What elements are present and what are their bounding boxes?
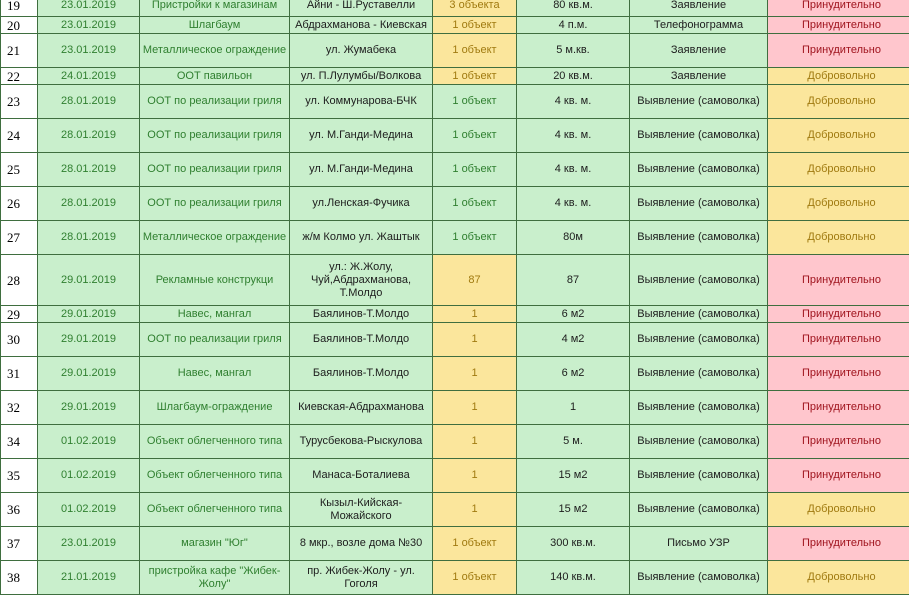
- object-cell[interactable]: Навес, мангал: [140, 357, 290, 391]
- status-cell[interactable]: Добровольно: [768, 153, 909, 187]
- object-cell[interactable]: Рекламные конструкци: [140, 255, 290, 306]
- area-cell[interactable]: 300 кв.м.: [517, 527, 630, 561]
- object-cell[interactable]: Шлагбаум: [140, 17, 290, 34]
- row-number-cell[interactable]: 21: [1, 34, 38, 68]
- quantity-cell[interactable]: 1 объект: [433, 119, 517, 153]
- status-cell[interactable]: Принудительно: [768, 34, 909, 68]
- status-cell[interactable]: Добровольно: [768, 119, 909, 153]
- row-number-cell[interactable]: 36: [1, 493, 38, 527]
- address-cell[interactable]: пр. Жибек-Жолу - ул. Гоголя: [290, 561, 433, 595]
- status-cell[interactable]: Принудительно: [768, 527, 909, 561]
- area-cell[interactable]: 1: [517, 391, 630, 425]
- quantity-cell[interactable]: 1 объект: [433, 561, 517, 595]
- table-row: [1, 255, 909, 306]
- area-cell[interactable]: 80м: [517, 221, 630, 255]
- basis-cell[interactable]: Выявление (самоволка): [630, 306, 768, 323]
- status-cell[interactable]: Добровольно: [768, 221, 909, 255]
- quantity-cell[interactable]: 87: [433, 255, 517, 306]
- object-cell[interactable]: Пристройки к магазинам: [140, 0, 290, 17]
- basis-cell[interactable]: Заявление: [630, 68, 768, 85]
- table-row: [1, 221, 909, 255]
- area-cell[interactable]: 4 п.м.: [517, 17, 630, 34]
- row-number-cell[interactable]: 37: [1, 527, 38, 561]
- quantity-cell[interactable]: 1 объект: [433, 153, 517, 187]
- area-cell[interactable]: 4 кв. м.: [517, 187, 630, 221]
- basis-cell[interactable]: Телефонограмма: [630, 17, 768, 34]
- status-cell[interactable]: Добровольно: [768, 68, 909, 85]
- address-cell[interactable]: Баялинов-Т.Молдо: [290, 357, 433, 391]
- table-row: [1, 153, 909, 187]
- date-cell[interactable]: 29.01.2019: [38, 323, 140, 357]
- basis-cell[interactable]: Выявление (самоволка): [630, 323, 768, 357]
- date-cell[interactable]: 29.01.2019: [38, 391, 140, 425]
- status-cell[interactable]: Принудительно: [768, 306, 909, 323]
- date-cell[interactable]: 23.01.2019: [38, 0, 140, 17]
- date-cell[interactable]: 23.01.2019: [38, 34, 140, 68]
- object-cell[interactable]: ООТ по реализации гриля: [140, 187, 290, 221]
- table-body: [1, 0, 909, 595]
- area-cell[interactable]: 15 м2: [517, 459, 630, 493]
- table-row: [1, 561, 909, 595]
- object-cell[interactable]: Объект облегченного типа: [140, 493, 290, 527]
- date-cell[interactable]: 28.01.2019: [38, 153, 140, 187]
- date-cell[interactable]: 29.01.2019: [38, 357, 140, 391]
- status-cell[interactable]: Добровольно: [768, 85, 909, 119]
- date-cell[interactable]: 01.02.2019: [38, 459, 140, 493]
- quantity-cell[interactable]: 1: [433, 306, 517, 323]
- quantity-cell[interactable]: 1: [433, 459, 517, 493]
- date-cell[interactable]: 24.01.2019: [38, 68, 140, 85]
- address-cell[interactable]: ул. Коммунарова-БЧК: [290, 85, 433, 119]
- quantity-cell[interactable]: 1: [433, 493, 517, 527]
- area-cell[interactable]: 4 кв. м.: [517, 85, 630, 119]
- row-number-cell[interactable]: 22: [1, 68, 38, 85]
- row-number-cell[interactable]: 27: [1, 221, 38, 255]
- area-cell[interactable]: 4 кв. м.: [517, 153, 630, 187]
- row-number-cell[interactable]: 31: [1, 357, 38, 391]
- object-cell[interactable]: Объект облегченного типа: [140, 459, 290, 493]
- status-cell[interactable]: Принудительно: [768, 357, 909, 391]
- address-cell[interactable]: Абдрахманова - Киевская: [290, 17, 433, 34]
- date-cell[interactable]: 21.01.2019: [38, 561, 140, 595]
- address-cell[interactable]: Кызыл-Кийская-Можайского: [290, 493, 433, 527]
- row-number-cell[interactable]: 35: [1, 459, 38, 493]
- basis-cell[interactable]: Выявление (самоволка): [630, 391, 768, 425]
- status-cell[interactable]: Добровольно: [768, 187, 909, 221]
- object-cell[interactable]: ООТ павильон: [140, 68, 290, 85]
- quantity-cell[interactable]: 1 объект: [433, 221, 517, 255]
- table-row: [1, 119, 909, 153]
- area-cell[interactable]: 6 м2: [517, 357, 630, 391]
- table-row: [1, 459, 909, 493]
- row-number-cell[interactable]: 30: [1, 323, 38, 357]
- basis-cell[interactable]: Выявление (самоволка): [630, 357, 768, 391]
- basis-cell[interactable]: Выявление (самоволка): [630, 255, 768, 306]
- area-cell[interactable]: 5 м.: [517, 425, 630, 459]
- area-cell[interactable]: 4 кв. м.: [517, 119, 630, 153]
- date-cell[interactable]: 28.01.2019: [38, 221, 140, 255]
- basis-cell[interactable]: Письмо УЗР: [630, 527, 768, 561]
- row-number-cell[interactable]: 38: [1, 561, 38, 595]
- status-cell[interactable]: Принудительно: [768, 0, 909, 17]
- table-row: [1, 187, 909, 221]
- status-cell[interactable]: Принудительно: [768, 459, 909, 493]
- address-cell[interactable]: ул. М.Ганди-Медина: [290, 119, 433, 153]
- quantity-cell[interactable]: 1 объект: [433, 68, 517, 85]
- date-cell[interactable]: 01.02.2019: [38, 493, 140, 527]
- table-row: [1, 306, 909, 323]
- table-row: [1, 391, 909, 425]
- date-cell[interactable]: 01.02.2019: [38, 425, 140, 459]
- table-row: [1, 357, 909, 391]
- quantity-cell[interactable]: 1: [433, 323, 517, 357]
- object-cell[interactable]: Металлическое ограждение: [140, 34, 290, 68]
- status-cell[interactable]: Принудительно: [768, 425, 909, 459]
- address-cell[interactable]: Айни - Ш.Руставелли: [290, 0, 433, 17]
- quantity-cell[interactable]: 1: [433, 425, 517, 459]
- address-cell[interactable]: Баялинов-Т.Молдо: [290, 306, 433, 323]
- object-cell[interactable]: Металлическое ограждение: [140, 221, 290, 255]
- basis-cell[interactable]: Выявление (самоволка): [630, 459, 768, 493]
- address-cell[interactable]: ул. П.Лулумбы/Волкова: [290, 68, 433, 85]
- table-row: [1, 0, 909, 17]
- basis-cell[interactable]: Выявление (самоволка): [630, 85, 768, 119]
- status-cell[interactable]: Добровольно: [768, 561, 909, 595]
- status-cell[interactable]: Принудительно: [768, 323, 909, 357]
- status-cell[interactable]: Принудительно: [768, 391, 909, 425]
- date-cell[interactable]: 28.01.2019: [38, 85, 140, 119]
- basis-cell[interactable]: Выявление (самоволка): [630, 119, 768, 153]
- status-cell[interactable]: Принудительно: [768, 255, 909, 306]
- date-cell[interactable]: 28.01.2019: [38, 119, 140, 153]
- area-cell[interactable]: 4 м2: [517, 323, 630, 357]
- date-cell[interactable]: 28.01.2019: [38, 187, 140, 221]
- basis-cell[interactable]: Заявление: [630, 0, 768, 17]
- address-cell[interactable]: Баялинов-Т.Молдо: [290, 323, 433, 357]
- row-number-cell[interactable]: 29: [1, 306, 38, 323]
- address-cell[interactable]: Турусбекова-Рыскулова: [290, 425, 433, 459]
- basis-cell[interactable]: Заявление: [630, 34, 768, 68]
- date-cell[interactable]: 29.01.2019: [38, 255, 140, 306]
- table-row: [1, 527, 909, 561]
- status-cell[interactable]: Добровольно: [768, 493, 909, 527]
- row-number-cell[interactable]: 19: [1, 0, 38, 17]
- table-row: [1, 34, 909, 68]
- row-number-cell[interactable]: 24: [1, 119, 38, 153]
- address-cell[interactable]: ж/м Колмо ул. Жаштык: [290, 221, 433, 255]
- table-row: [1, 493, 909, 527]
- quantity-cell[interactable]: 1 объект: [433, 85, 517, 119]
- basis-cell[interactable]: Выявление (самоволка): [630, 561, 768, 595]
- quantity-cell[interactable]: 3 объекта: [433, 0, 517, 17]
- table-row: [1, 323, 909, 357]
- quantity-cell[interactable]: 1: [433, 357, 517, 391]
- area-cell[interactable]: 5 м.кв.: [517, 34, 630, 68]
- quantity-cell[interactable]: 1 объект: [433, 527, 517, 561]
- row-number-cell[interactable]: 32: [1, 391, 38, 425]
- object-cell[interactable]: ООТ по реализации гриля: [140, 119, 290, 153]
- object-cell[interactable]: Шлагбаум-ограждение: [140, 391, 290, 425]
- status-cell[interactable]: Принудительно: [768, 17, 909, 34]
- area-cell[interactable]: 87: [517, 255, 630, 306]
- object-cell[interactable]: пристройка кафе "Жибек-Жолу": [140, 561, 290, 595]
- date-cell[interactable]: 23.01.2019: [38, 17, 140, 34]
- basis-cell[interactable]: Выявление (самоволка): [630, 153, 768, 187]
- row-number-cell[interactable]: 25: [1, 153, 38, 187]
- area-cell[interactable]: 6 м2: [517, 306, 630, 323]
- quantity-cell[interactable]: 1 объект: [433, 34, 517, 68]
- address-cell[interactable]: ул. Жумабека: [290, 34, 433, 68]
- basis-cell[interactable]: Выявление (самоволка): [630, 493, 768, 527]
- object-cell[interactable]: Объект облегченного типа: [140, 425, 290, 459]
- area-cell[interactable]: 20 кв.м.: [517, 68, 630, 85]
- address-cell[interactable]: Манаса-Боталиева: [290, 459, 433, 493]
- object-cell[interactable]: ООТ по реализации гриля: [140, 85, 290, 119]
- address-cell[interactable]: 8 мкр., возле дома №30: [290, 527, 433, 561]
- basis-cell[interactable]: Выявление (самоволка): [630, 425, 768, 459]
- address-cell[interactable]: ул.Ленская-Фучика: [290, 187, 433, 221]
- table-row: [1, 85, 909, 119]
- address-cell[interactable]: ул.: Ж.Жолу, Чуй,Абдрахманова, Т.Молдо: [290, 255, 433, 306]
- quantity-cell[interactable]: 1: [433, 391, 517, 425]
- table-row: [1, 68, 909, 85]
- table-row: [1, 425, 909, 459]
- date-cell[interactable]: 29.01.2019: [38, 306, 140, 323]
- row-number-cell[interactable]: 28: [1, 255, 38, 306]
- basis-cell[interactable]: Выявление (самоволка): [630, 221, 768, 255]
- object-cell[interactable]: Навес, мангал: [140, 306, 290, 323]
- area-cell[interactable]: 80 кв.м.: [517, 0, 630, 17]
- basis-cell[interactable]: Выявление (самоволка): [630, 187, 768, 221]
- row-number-cell[interactable]: 20: [1, 17, 38, 34]
- object-cell[interactable]: магазин "Юг": [140, 527, 290, 561]
- quantity-cell[interactable]: 1 объект: [433, 17, 517, 34]
- row-number-cell[interactable]: 23: [1, 85, 38, 119]
- date-cell[interactable]: 23.01.2019: [38, 527, 140, 561]
- area-cell[interactable]: 140 кв.м.: [517, 561, 630, 595]
- row-number-cell[interactable]: 26: [1, 187, 38, 221]
- quantity-cell[interactable]: 1 объект: [433, 187, 517, 221]
- row-number-cell[interactable]: 34: [1, 425, 38, 459]
- area-cell[interactable]: 15 м2: [517, 493, 630, 527]
- object-cell[interactable]: ООТ по реализации гриля: [140, 323, 290, 357]
- table-row: [1, 17, 909, 34]
- address-cell[interactable]: Киевская-Абдрахманова: [290, 391, 433, 425]
- address-cell[interactable]: ул. М.Ганди-Медина: [290, 153, 433, 187]
- object-cell[interactable]: ООТ по реализации гриля: [140, 153, 290, 187]
